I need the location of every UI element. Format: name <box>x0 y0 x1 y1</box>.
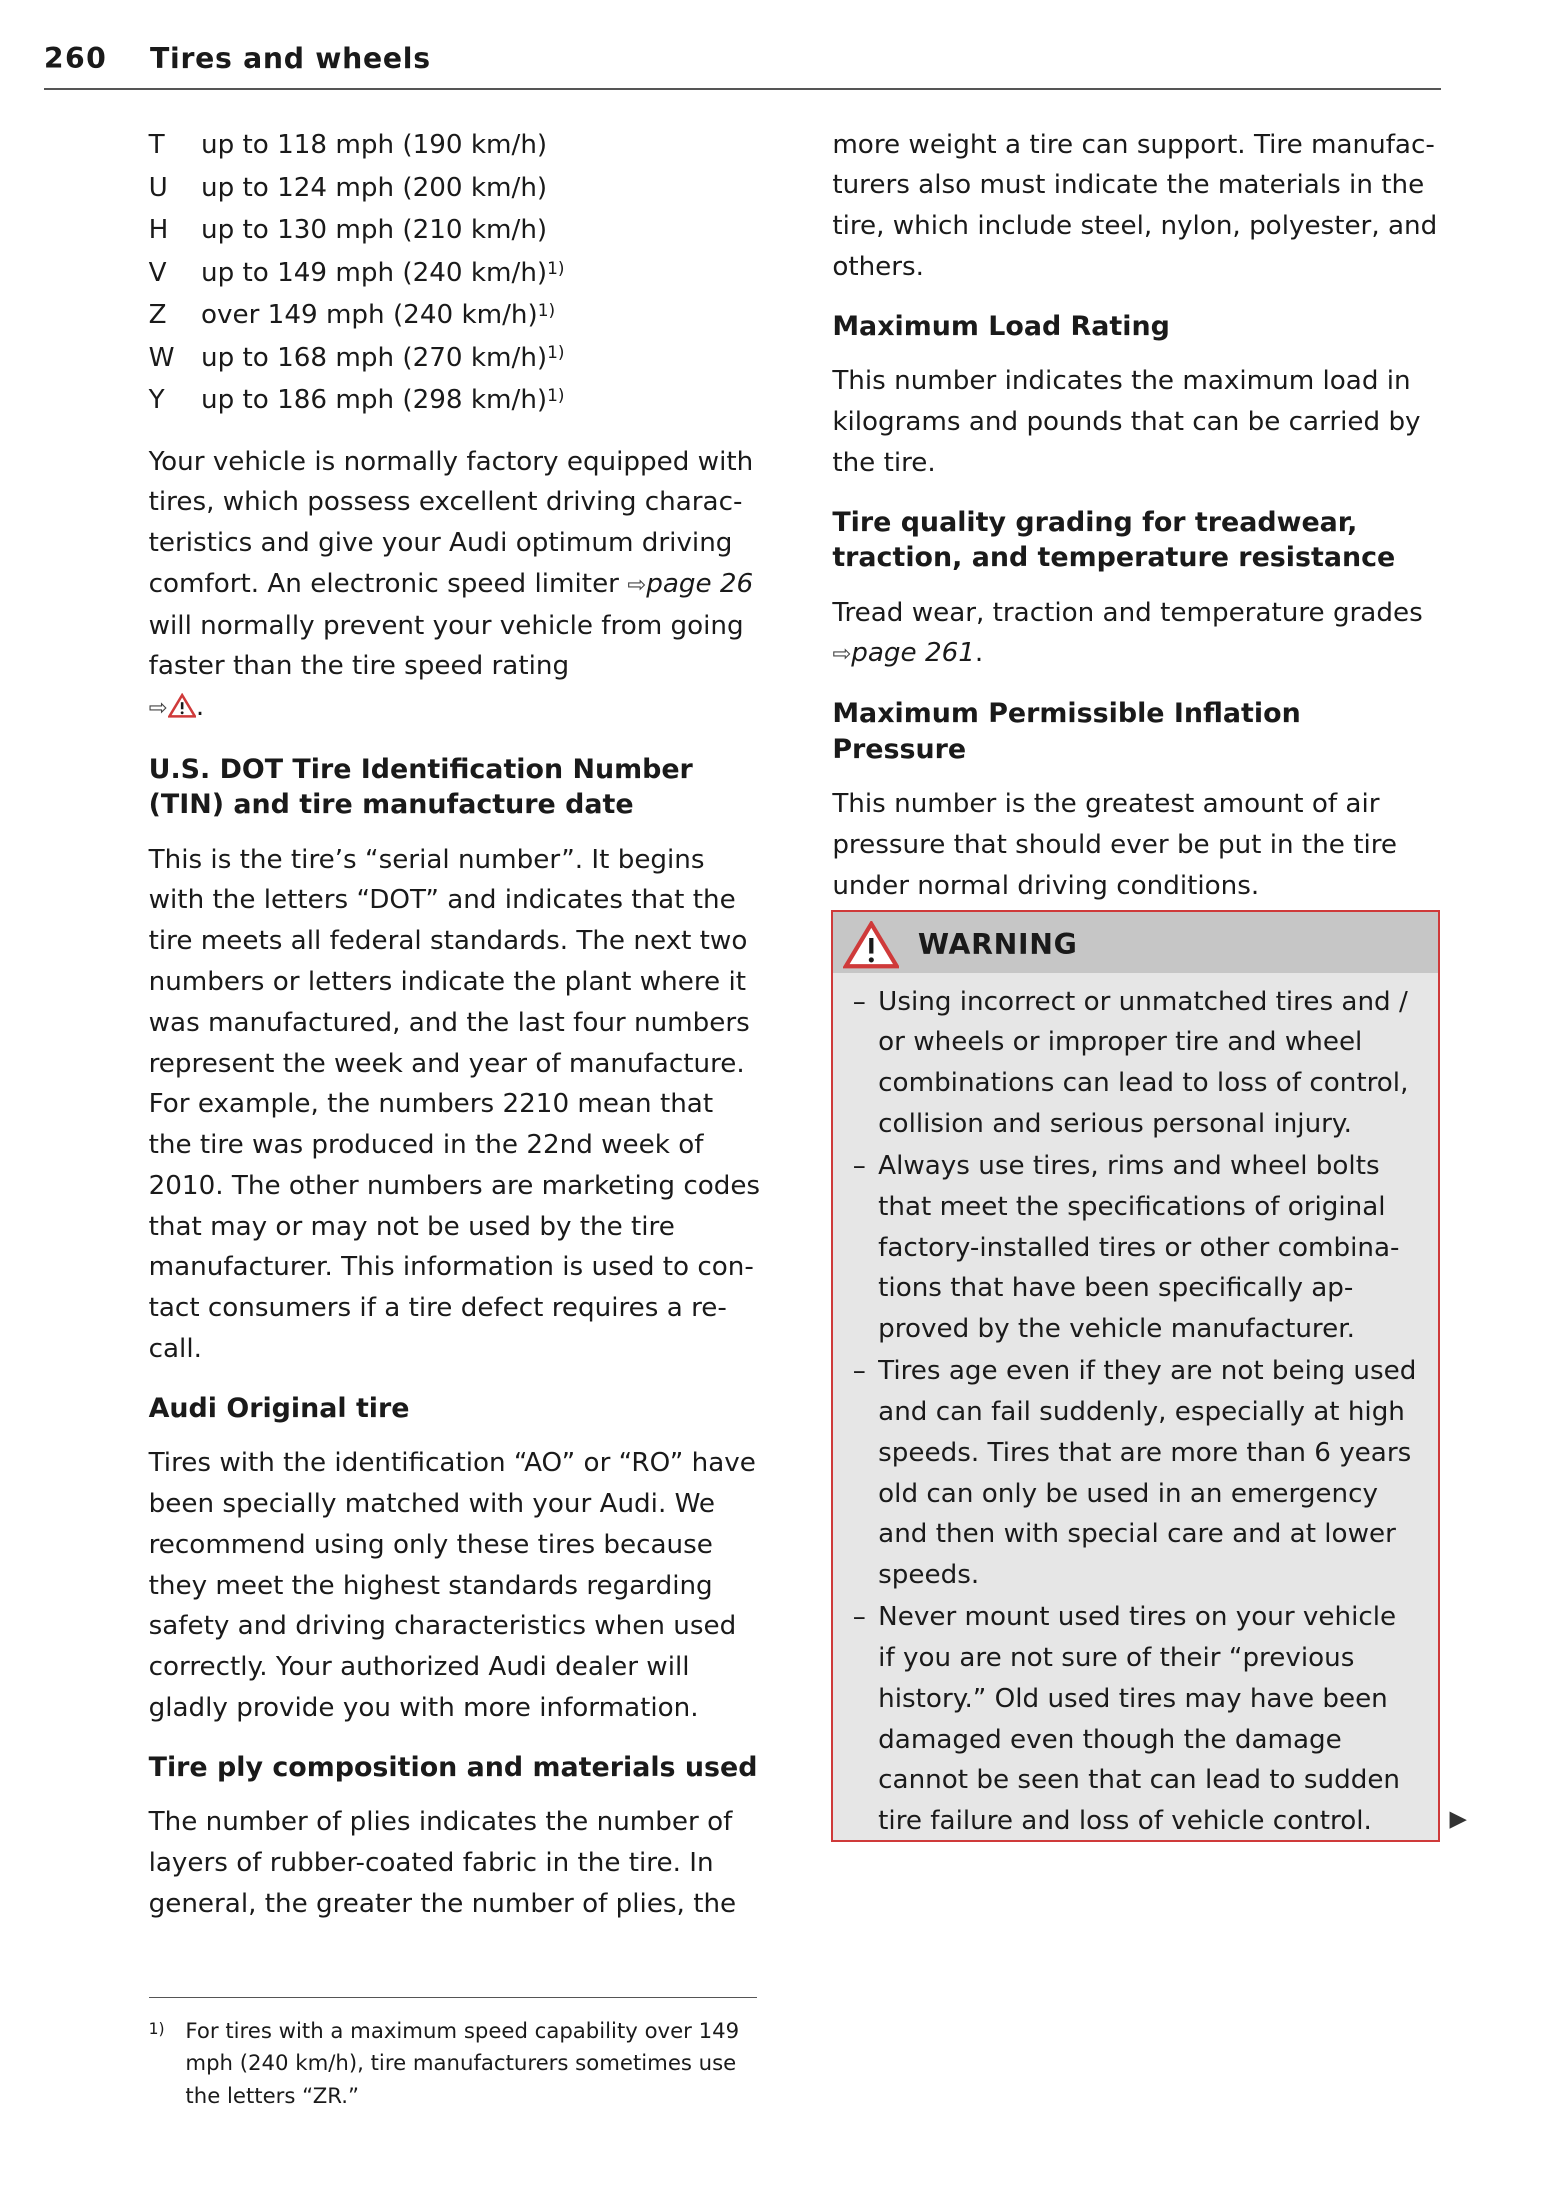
footnote-mark: 1) <box>148 2019 165 2038</box>
warning-item: – Tires age even if they are not being used and can fail suddenly, especially at high speeds. Tires that are more than 6 years old can only be used in an emergency and then with special care and at lower speeds. <box>853 1351 1418 1596</box>
intro-text-after: will normally prevent your vehicle from going faster than the tire speed rating <box>148 610 744 682</box>
speed-rating-value: up to 168 mph (270 km/h) <box>200 342 548 373</box>
speed-rating-letter: W <box>148 342 175 373</box>
speed-rating-letter: Z <box>148 300 167 331</box>
xref-arrow-icon: ⇨ <box>627 571 647 598</box>
speed-rating-row <box>149 379 765 421</box>
speed-rating-row <box>149 125 765 167</box>
page-26-link[interactable]: page 26 <box>646 568 754 599</box>
footnote-divider <box>149 1997 758 1998</box>
quality-grading-paragraph <box>832 593 1441 676</box>
warning-triangle-icon[interactable] <box>168 690 196 731</box>
chapter-title: Tires and wheels <box>150 42 431 76</box>
warning-item: – Always use tires, rims and wheel bolts that meet the specifications of original factory-installed tires or other combinations that have been specifically approved by the vehicle manufacturer. <box>853 1146 1418 1350</box>
intro-text-before: Your vehicle is normally factory equipped with tires, which possess excellent driving characteristics and give your Audi optimum driving comfort. An electronic speed limiter <box>148 446 754 599</box>
speed-rating-value: up to 186 mph (298 km/h) <box>200 385 548 416</box>
tin-paragraph: This is the tire’s “serial number”. It begins with the letters “DOT” and indicates that the tire meets all federal standards. The next two numbers or letters indicate the plant where it was manufactured, and the last four numbers represent the week and year of manufacture. For example, the numbers 2210 mean that the tire was produced in the 22nd week of 2010. The other numbers are marketing codes that may or may not be used by the tire manufacturer. This information is used to contact consumers if a tire defect requires a recall. <box>148 844 761 1364</box>
speed-rating-value: up to 124 mph (200 km/h) <box>200 172 548 203</box>
page-header <box>44 40 1441 90</box>
speed-rating-value: up to 130 mph (210 km/h) <box>200 215 548 246</box>
xref-arrow-icon: ⇨ <box>832 641 852 668</box>
warning-header <box>833 912 1438 973</box>
speed-rating-row <box>149 294 765 336</box>
intro-paragraph: Your vehicle is normally factory equipped with tires, which possess excellent driving characteristics and give your Audi optimum driving comfort. An electronic speed limiter ⇨page 26 will normally prevent your vehicle from going faster than the tire speed rating ⇨ . <box>149 442 765 731</box>
footnote-ref: 1) <box>547 258 565 279</box>
audi-original-paragraph: Tires with the identification “AO” or “RO” have been specially matched with your Audi. We recommend using only these tires because they meet the highest standards regarding safety and driving characteristics when used correctly. Your authorized Audi dealer will gladly provide you with more information. <box>148 1448 756 1723</box>
speed-rating-row <box>149 337 765 379</box>
warning-list <box>833 973 1438 1842</box>
warning-title: WARNING <box>917 927 1078 961</box>
speed-rating-value: up to 118 mph (190 km/h) <box>200 130 548 161</box>
ply-continued-paragraph: more weight a tire can support. Tire manufacturers also must indicate the materials in the tire, which include steel, nylon, polyester, and others. <box>832 129 1438 282</box>
quality-grading-text: Tread wear, traction and temperature grades <box>832 597 1423 628</box>
footnote-ref: 1) <box>537 300 556 321</box>
warning-ref-arrow-icon: ⇨ <box>148 695 168 722</box>
warning-item: – Using incorrect or unmatched tires and / or wheels or improper tire and wheel combinations can lead to loss of control, collision and serious personal injury. <box>853 982 1418 1145</box>
speed-rating-list <box>149 125 765 422</box>
speed-rating-letter: T <box>148 130 165 161</box>
tin-heading: U.S. DOT Tire Identification Number (TIN) and tire manufacture date <box>148 753 693 821</box>
warning-triangle-icon <box>843 921 900 969</box>
footnote-text: For tires with a maximum speed capability over 149 mph (240 km/h), tire manufacturers sometimes use the letters “ZR.” <box>185 2018 740 2109</box>
ply-paragraph: The number of plies indicates the number of layers of rubber-coated fabric in the tire. In general, the greater the number of plies, the <box>148 1807 737 1919</box>
right-column <box>832 125 1441 928</box>
ply-heading: Tire ply composition and materials used <box>148 1751 758 1783</box>
footnote-ref: 1) <box>547 385 565 406</box>
warning-box <box>831 910 1440 1841</box>
footnote-ref: 1) <box>547 343 565 364</box>
warning-item: – Never mount used tires on your vehicle if you are not sure of their “previous history.” Old used tires may have been damaged even though the damage cannot be seen that can lead to sudden tire failure and loss of vehicle control. <box>853 1597 1418 1842</box>
speed-rating-row <box>149 167 765 209</box>
quality-grading-heading: Tire quality grading for treadwear, traction, and temperature resistance <box>832 506 1396 574</box>
page-number: 260 <box>43 42 108 76</box>
inflation-pressure-paragraph: This number is the greatest amount of air pressure that should ever be put in the tire under normal driving conditions. <box>832 789 1398 901</box>
continue-arrow-icon: ▶ <box>1449 1806 1467 1833</box>
speed-rating-value: over 149 mph (240 km/h) <box>200 300 538 331</box>
audi-original-heading: Audi Original tire <box>148 1392 410 1424</box>
speed-rating-letter: U <box>148 172 168 203</box>
speed-rating-value: up to 149 mph (240 km/h) <box>200 257 548 288</box>
speed-rating-row <box>149 252 765 294</box>
speed-rating-row <box>149 209 765 251</box>
speed-rating-letter: V <box>148 257 167 288</box>
load-rating-paragraph: This number indicates the maximum load in kilograms and pounds that can be carried by the tire. <box>832 366 1421 478</box>
speed-rating-letter: H <box>148 215 169 246</box>
page-261-link[interactable]: page 261 <box>851 638 975 669</box>
load-rating-heading: Maximum Load Rating <box>832 310 1170 342</box>
inflation-pressure-heading: Maximum Permissible Inflation Pressure <box>832 698 1301 765</box>
footnote <box>149 2016 758 2114</box>
left-column <box>149 125 765 1946</box>
quality-grading-end: . <box>974 638 984 669</box>
speed-rating-letter: Y <box>148 385 165 416</box>
